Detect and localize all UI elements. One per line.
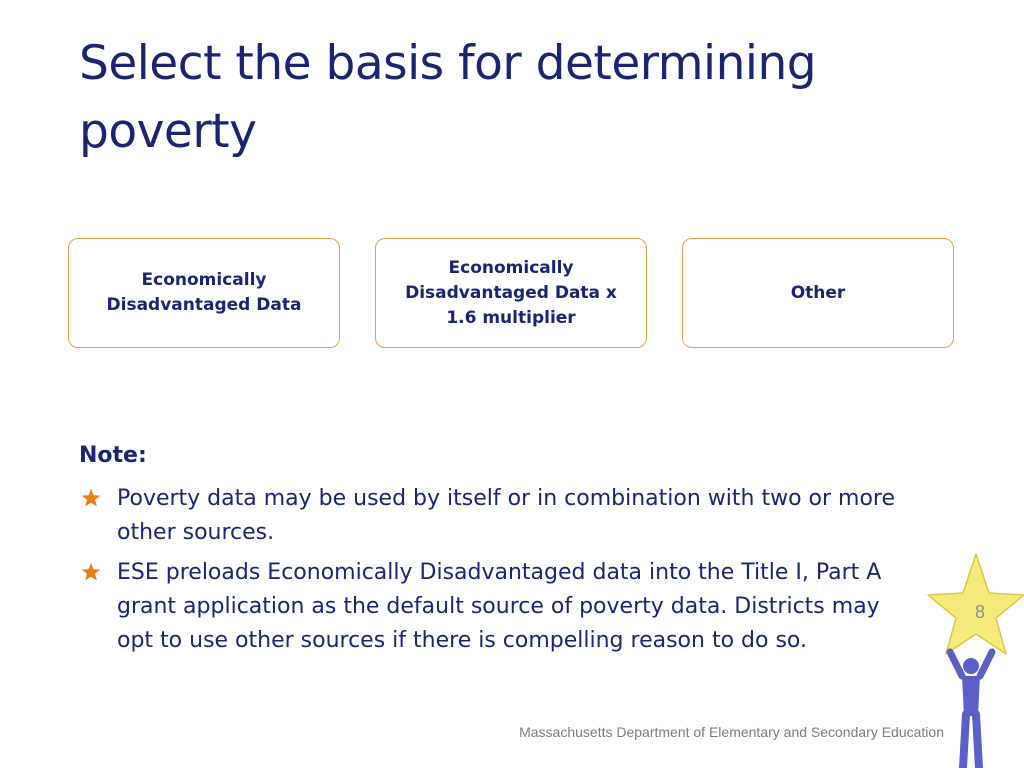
note-item-text: ESE preloads Economically Disadvantaged data into the Title I, Part A grant application as the default source of poverty data. Districts may opt to use other sources if there is compelling reason to do so. xyxy=(117,560,882,653)
star-bullet-icon xyxy=(81,562,101,582)
note-list xyxy=(79,482,939,664)
page-number: 8 xyxy=(974,602,985,622)
option-label: Economically Disadvantaged Data xyxy=(106,270,302,315)
option-other[interactable] xyxy=(682,238,954,348)
option-label: Economically Disadvantaged Data x 1.6 multiplier xyxy=(405,257,617,328)
note-heading: Note: xyxy=(79,443,147,468)
star-bullet-icon xyxy=(81,488,101,508)
option-economically-disadvantaged-multiplier[interactable] xyxy=(375,238,647,348)
option-economically-disadvantaged[interactable] xyxy=(68,238,340,348)
note-item-text: Poverty data may be used by itself or in combination with two or more other sources. xyxy=(117,486,896,545)
slide-title: Select the basis for determining poverty xyxy=(79,36,817,159)
note-item xyxy=(79,556,917,658)
poverty-basis-options xyxy=(68,238,956,350)
star-mascot-icon xyxy=(916,548,1024,768)
footer-organization: Massachusetts Department of Elementary and Secondary Education xyxy=(519,724,944,740)
option-label: Other xyxy=(790,282,846,303)
note-item xyxy=(79,482,939,550)
